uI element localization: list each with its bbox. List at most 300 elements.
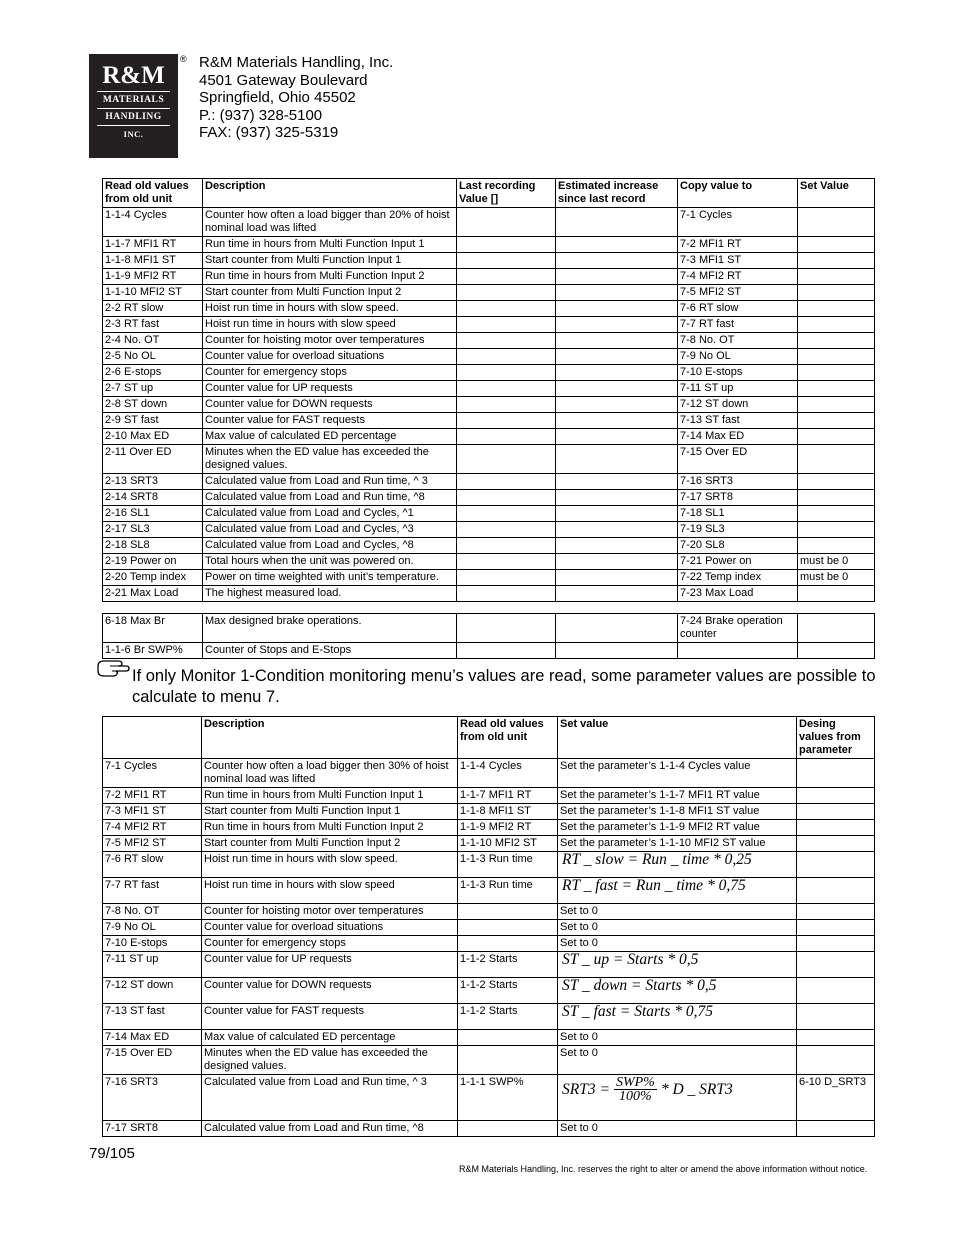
table-cell xyxy=(798,429,875,445)
table-cell xyxy=(458,1121,558,1137)
table-row xyxy=(103,445,875,474)
table-cell: 2-14 SRT8 xyxy=(103,490,203,506)
table-cell xyxy=(798,237,875,253)
table-cell: 7-7 RT fast xyxy=(103,878,202,904)
table-cell: ST _ up = Starts * 0,5 xyxy=(558,952,797,978)
table-cell xyxy=(798,445,875,474)
table-cell xyxy=(457,269,556,285)
table-cell: Max value of calculated ED percentage xyxy=(203,429,457,445)
table-cell: 7-9 No OL xyxy=(678,349,798,365)
table-cell xyxy=(798,208,875,237)
table-cell xyxy=(457,381,556,397)
table-cell: 7-13 ST fast xyxy=(103,1004,202,1030)
table-cell xyxy=(556,317,678,333)
table-cell xyxy=(797,759,875,788)
table-cell xyxy=(457,554,556,570)
table-cell: 1-1-8 MFI1 ST xyxy=(458,804,558,820)
disclaimer: R&M Materials Handling, Inc. reserves the right to alter or amend the above information without notice. xyxy=(459,1164,868,1174)
table-row xyxy=(103,1046,875,1075)
table-cell: 7-12 ST down xyxy=(678,397,798,413)
table-cell xyxy=(556,253,678,269)
table-cell: Counter of Stops and E-Stops xyxy=(203,643,457,659)
table-cell: 7-5 MFI2 ST xyxy=(103,836,202,852)
table-cell: 7-10 E-stops xyxy=(678,365,798,381)
table-cell xyxy=(798,397,875,413)
table-row xyxy=(103,490,875,506)
table-cell: 7-22 Temp index xyxy=(678,570,798,586)
table-cell xyxy=(556,538,678,554)
column-header: Read old values from old unit xyxy=(458,717,558,759)
logo-rule xyxy=(97,108,170,109)
table-cell xyxy=(458,1046,558,1075)
table-cell: 1-1-2 Starts xyxy=(458,952,558,978)
table-cell: Max designed brake operations. xyxy=(203,614,457,643)
table-row xyxy=(103,365,875,381)
table-cell: Counter value for overload situations xyxy=(203,349,457,365)
column-header: Description xyxy=(203,179,457,208)
table-cell xyxy=(457,538,556,554)
table-cell xyxy=(798,333,875,349)
table-cell: Counter for hoisting motor over temperatures xyxy=(202,904,458,920)
table-row xyxy=(103,317,875,333)
table-cell: Counter value for DOWN requests xyxy=(202,978,458,1004)
table-cell: 7-9 No OL xyxy=(103,920,202,936)
table-cell xyxy=(556,429,678,445)
table-cell: 1-1-8 MFI1 ST xyxy=(103,253,203,269)
table-cell xyxy=(556,397,678,413)
table-cell xyxy=(556,506,678,522)
table-cell: 2-3 RT fast xyxy=(103,317,203,333)
table-row xyxy=(103,208,875,237)
table-cell: 2-20 Temp index xyxy=(103,570,203,586)
table-row xyxy=(103,413,875,429)
table-cell xyxy=(797,920,875,936)
table-cell: Run time in hours from Multi Function Input 2 xyxy=(203,269,457,285)
table-cell xyxy=(458,920,558,936)
table-cell xyxy=(556,490,678,506)
table-cell xyxy=(457,614,556,643)
table-cell xyxy=(556,586,678,602)
table-row xyxy=(103,381,875,397)
table-cell: Counter for emergency stops xyxy=(203,365,457,381)
table-cell: 2-4 No. OT xyxy=(103,333,203,349)
table-cell: 1-1-7 MFI1 RT xyxy=(103,237,203,253)
column-header: Last recording Value [] xyxy=(457,179,556,208)
srt3-formula xyxy=(562,1076,733,1103)
table-row xyxy=(103,952,875,978)
table-cell xyxy=(556,349,678,365)
table-cell: Minutes when the ED value has exceeded the designed values. xyxy=(203,445,457,474)
table-cell xyxy=(798,317,875,333)
table-cell xyxy=(458,1030,558,1046)
table-row xyxy=(103,522,875,538)
table-cell xyxy=(798,349,875,365)
table-cell: 7-18 SL1 xyxy=(678,506,798,522)
table-cell xyxy=(556,445,678,474)
table-cell xyxy=(457,506,556,522)
table-cell: Set the parameter’s 1-1-4 Cycles value xyxy=(558,759,797,788)
table-cell xyxy=(797,1030,875,1046)
table-row xyxy=(103,237,875,253)
table-cell: Hoist run time in hours with slow speed. xyxy=(203,301,457,317)
table-cell: 7-12 ST down xyxy=(103,978,202,1004)
table-cell xyxy=(798,365,875,381)
table-cell xyxy=(797,1004,875,1030)
table-cell: 1-1-1 SWP% xyxy=(458,1075,558,1121)
table-row xyxy=(103,804,875,820)
table-cell: 7-15 Over ED xyxy=(103,1046,202,1075)
table-cell xyxy=(797,836,875,852)
table-cell: RT _ slow = Run _ time * 0,25 xyxy=(558,852,797,878)
table-cell: 7-5 MFI2 ST xyxy=(678,285,798,301)
table-cell: 1-1-7 MFI1 RT xyxy=(458,788,558,804)
menu7-calculation-table xyxy=(102,716,875,1137)
table-cell xyxy=(797,852,875,878)
table-row xyxy=(103,788,875,804)
table-cell: 2-19 Power on xyxy=(103,554,203,570)
formula-fraction xyxy=(614,1076,657,1103)
table-cell: must be 0 xyxy=(798,570,875,586)
table-cell xyxy=(797,904,875,920)
table-cell xyxy=(558,1075,797,1121)
table-cell: Set the parameter’s 1-1-8 MFI1 ST value xyxy=(558,804,797,820)
table-cell xyxy=(798,413,875,429)
table-cell: 1-1-9 MFI2 RT xyxy=(458,820,558,836)
table-cell: must be 0 xyxy=(798,554,875,570)
table-cell xyxy=(556,381,678,397)
table-cell xyxy=(556,570,678,586)
table-cell: 7-6 RT slow xyxy=(103,852,202,878)
table-cell xyxy=(797,820,875,836)
company-address xyxy=(199,54,393,142)
address-line: Springfield, Ohio 45502 xyxy=(199,89,356,107)
table-cell xyxy=(797,1121,875,1137)
table-cell xyxy=(798,253,875,269)
table-cell xyxy=(798,614,875,643)
table-cell: Counter value for overload situations xyxy=(202,920,458,936)
table-cell xyxy=(798,269,875,285)
formula-lhs: SRT3 = xyxy=(562,1081,610,1098)
table-row xyxy=(103,878,875,904)
brake-values-table xyxy=(102,613,875,659)
table-cell: Set to 0 xyxy=(558,1121,797,1137)
table-cell: 1-1-2 Starts xyxy=(458,1004,558,1030)
table-cell: 7-17 SRT8 xyxy=(678,490,798,506)
table-cell: Max value of calculated ED percentage xyxy=(202,1030,458,1046)
table-cell xyxy=(457,522,556,538)
table-cell: 1-1-4 Cycles xyxy=(458,759,558,788)
table-row xyxy=(103,506,875,522)
table-cell: 7-3 MFI1 ST xyxy=(103,804,202,820)
table-row xyxy=(103,285,875,301)
table-cell: ST _ down = Starts * 0,5 xyxy=(558,978,797,1004)
table-cell xyxy=(556,413,678,429)
table-cell xyxy=(556,285,678,301)
table-cell: 7-13 ST fast xyxy=(678,413,798,429)
formula-denominator: 100% xyxy=(619,1089,652,1104)
table-row xyxy=(103,920,875,936)
table-cell xyxy=(798,474,875,490)
table-cell: Hoist run time in hours with slow speed. xyxy=(202,852,458,878)
column-header: Desing values from parameter xyxy=(797,717,875,759)
table-cell: 7-2 MFI1 RT xyxy=(678,237,798,253)
page-number: 79/105 xyxy=(89,1145,135,1162)
table-row xyxy=(103,936,875,952)
table-row xyxy=(103,852,875,878)
table-cell xyxy=(797,878,875,904)
table-cell: The highest measured load. xyxy=(203,586,457,602)
table-cell xyxy=(457,413,556,429)
table-cell: 2-21 Max Load xyxy=(103,586,203,602)
table-cell: Set to 0 xyxy=(558,1030,797,1046)
table-cell: 7-1 Cycles xyxy=(678,208,798,237)
table-row xyxy=(103,1030,875,1046)
table-cell: Run time in hours from Multi Function Input 1 xyxy=(202,788,458,804)
table-cell: 1-1-10 MFI2 ST xyxy=(103,285,203,301)
table-cell: 7-24 Brake operation counter xyxy=(678,614,798,643)
calculation-note: If only Monitor 1-Condition monitoring menu’s values are read, some parameter values are possible to calculate to menu 7. xyxy=(132,667,876,706)
table-cell: Counter value for FAST requests xyxy=(203,413,457,429)
table-cell: 7-14 Max ED xyxy=(103,1030,202,1046)
table-cell xyxy=(556,208,678,237)
table-cell xyxy=(457,237,556,253)
table-cell: Start counter from Multi Function Input 2 xyxy=(203,285,457,301)
table-cell: Run time in hours from Multi Function Input 1 xyxy=(203,237,457,253)
company-logo xyxy=(89,54,178,158)
logo-mark: R&M xyxy=(102,62,165,89)
table-cell: Run time in hours from Multi Function Input 2 xyxy=(202,820,458,836)
table-cell xyxy=(457,474,556,490)
table-cell: 7-3 MFI1 ST xyxy=(678,253,798,269)
table-cell xyxy=(458,904,558,920)
table-cell: 2-16 SL1 xyxy=(103,506,203,522)
table-cell xyxy=(457,301,556,317)
table-cell: Start counter from Multi Function Input 2 xyxy=(202,836,458,852)
table-cell xyxy=(458,936,558,952)
table-cell: 7-6 RT slow xyxy=(678,301,798,317)
column-header: Copy value to xyxy=(678,179,798,208)
table-cell: Calculated value from Load and Cycles, ^1 xyxy=(203,506,457,522)
table-cell xyxy=(457,253,556,269)
table-cell: Calculated value from Load and Run time, ^ 3 xyxy=(202,1075,458,1121)
table-cell xyxy=(798,506,875,522)
table-cell xyxy=(798,490,875,506)
table-cell: 7-11 ST up xyxy=(103,952,202,978)
table-cell xyxy=(457,317,556,333)
table-row xyxy=(103,538,875,554)
table-cell xyxy=(798,643,875,659)
table-cell xyxy=(797,804,875,820)
table-cell xyxy=(457,397,556,413)
table-row xyxy=(103,333,875,349)
table-cell: 2-13 SRT3 xyxy=(103,474,203,490)
address-line: R&M Materials Handling, Inc. xyxy=(199,54,394,71)
address-line: 4501 Gateway Boulevard xyxy=(199,71,368,89)
table-cell xyxy=(798,586,875,602)
table-cell: Start counter from Multi Function Input 1 xyxy=(203,253,457,269)
table-cell: 7-23 Max Load xyxy=(678,586,798,602)
table-cell: 7-14 Max ED xyxy=(678,429,798,445)
table-cell: Counter value for FAST requests xyxy=(202,1004,458,1030)
table-cell xyxy=(457,586,556,602)
table-row xyxy=(103,570,875,586)
table-row xyxy=(103,301,875,317)
table-cell: Set the parameter’s 1-1-7 MFI1 RT value xyxy=(558,788,797,804)
table-cell: 7-16 SRT3 xyxy=(678,474,798,490)
table-cell xyxy=(457,445,556,474)
table-cell: Set to 0 xyxy=(558,936,797,952)
table-cell: 1-1-9 MFI2 RT xyxy=(103,269,203,285)
table-cell xyxy=(797,952,875,978)
table-cell xyxy=(797,978,875,1004)
table-cell: 7-10 E-stops xyxy=(103,936,202,952)
table-cell: 2-18 SL8 xyxy=(103,538,203,554)
table-row xyxy=(103,554,875,570)
table-row xyxy=(103,904,875,920)
logo-rule xyxy=(97,125,170,126)
table-row xyxy=(103,836,875,852)
table-cell xyxy=(797,788,875,804)
table-cell: 2-8 ST down xyxy=(103,397,203,413)
table-header-row xyxy=(103,179,875,208)
table-cell xyxy=(556,237,678,253)
table-cell xyxy=(556,614,678,643)
table-row xyxy=(103,349,875,365)
table-cell: Counter for emergency stops xyxy=(202,936,458,952)
table-cell xyxy=(798,522,875,538)
table-cell xyxy=(556,474,678,490)
table-cell xyxy=(798,301,875,317)
table-cell: 1-1-3 Run time xyxy=(458,878,558,904)
table-cell xyxy=(556,333,678,349)
formula-rhs: * D _ SRT3 xyxy=(660,1081,733,1098)
table-cell: 2-7 ST up xyxy=(103,381,203,397)
table-cell xyxy=(457,285,556,301)
table-cell: 7-21 Power on xyxy=(678,554,798,570)
table-row xyxy=(103,586,875,602)
table-cell: Calculated value from Load and Run time, ^8 xyxy=(203,490,457,506)
table-cell xyxy=(457,208,556,237)
table-cell: 2-10 Max ED xyxy=(103,429,203,445)
table-cell: Set the parameter’s 1-1-9 MFI2 RT value xyxy=(558,820,797,836)
logo-line-inc: INC. xyxy=(123,129,144,139)
table-cell: RT _ fast = Run _ time * 0,75 xyxy=(558,878,797,904)
table-cell xyxy=(457,333,556,349)
table-cell: Counter how often a load bigger than 20% of hoist nominal load was lifted xyxy=(203,208,457,237)
table-cell: Counter value for UP requests xyxy=(202,952,458,978)
table-cell: 1-1-6 Br SWP% xyxy=(103,643,203,659)
table-row xyxy=(103,820,875,836)
table-cell: 7-7 RT fast xyxy=(678,317,798,333)
table-row xyxy=(103,397,875,413)
table-cell: 2-17 SL3 xyxy=(103,522,203,538)
table-cell: 7-19 SL3 xyxy=(678,522,798,538)
registered-mark: ® xyxy=(180,54,187,64)
monitor-values-table xyxy=(102,178,875,602)
table-cell xyxy=(556,554,678,570)
table-cell: 7-8 No. OT xyxy=(678,333,798,349)
table-cell: 7-15 Over ED xyxy=(678,445,798,474)
logo-line-materials: MATERIALS xyxy=(102,95,165,105)
table-row xyxy=(103,614,875,643)
table-cell xyxy=(457,570,556,586)
table-cell: Start counter from Multi Function Input 1 xyxy=(202,804,458,820)
pointing-hand-icon xyxy=(96,656,132,678)
column-header: Description xyxy=(202,717,458,759)
table-cell xyxy=(556,522,678,538)
table-row xyxy=(103,643,875,659)
table-cell xyxy=(678,643,798,659)
table-cell: Counter value for UP requests xyxy=(203,381,457,397)
logo-rule xyxy=(97,91,170,92)
table-cell xyxy=(556,365,678,381)
column-header: Read old values from old unit xyxy=(103,179,203,208)
table-cell xyxy=(457,490,556,506)
table-cell: 7-17 SRT8 xyxy=(103,1121,202,1137)
table-cell: Calculated value from Load and Cycles, ^8 xyxy=(203,538,457,554)
address-line: FAX: (937) 325-5319 xyxy=(199,124,339,142)
table-row xyxy=(103,1121,875,1137)
table-row xyxy=(103,429,875,445)
table-cell: ST _ fast = Starts * 0,75 xyxy=(558,1004,797,1030)
table-cell: 7-4 MFI2 RT xyxy=(103,820,202,836)
table-cell xyxy=(798,381,875,397)
table-cell: 7-4 MFI2 RT xyxy=(678,269,798,285)
table-cell xyxy=(457,365,556,381)
table-cell xyxy=(556,643,678,659)
table-cell: 7-11 ST up xyxy=(678,381,798,397)
table-row xyxy=(103,253,875,269)
table-cell xyxy=(556,269,678,285)
table-cell: 7-16 SRT3 xyxy=(103,1075,202,1121)
table-cell: Set to 0 xyxy=(558,1046,797,1075)
table-cell: 1-1-2 Starts xyxy=(458,978,558,1004)
table-cell: Calculated value from Load and Run time, ^ 3 xyxy=(203,474,457,490)
table-cell: 1-1-10 MFI2 ST xyxy=(458,836,558,852)
table-cell xyxy=(798,285,875,301)
table-cell xyxy=(457,349,556,365)
table-cell: 7-20 SL8 xyxy=(678,538,798,554)
table-cell: Set to 0 xyxy=(558,904,797,920)
table-row xyxy=(103,269,875,285)
logo-line-handling: HANDLING xyxy=(105,112,162,122)
table-cell: 7-8 No. OT xyxy=(103,904,202,920)
table-cell xyxy=(797,936,875,952)
table-cell xyxy=(797,1046,875,1075)
table-cell: Counter value for DOWN requests xyxy=(203,397,457,413)
table-cell: Set the parameter’s 1-1-10 MFI2 ST value xyxy=(558,836,797,852)
table-cell: 2-11 Over ED xyxy=(103,445,203,474)
table-cell: 1-1-3 Run time xyxy=(458,852,558,878)
table-cell: Set to 0 xyxy=(558,920,797,936)
table-cell: Minutes when the ED value has exceeded the designed values. xyxy=(202,1046,458,1075)
table-cell xyxy=(457,643,556,659)
column-header: Estimated increase since last record xyxy=(556,179,678,208)
table-cell: 2-9 ST fast xyxy=(103,413,203,429)
table-cell: Total hours when the unit was powered on. xyxy=(203,554,457,570)
table-cell: Counter how often a load bigger then 30% of hoist nominal load was lifted xyxy=(202,759,458,788)
table-header-row xyxy=(103,717,875,759)
address-line: P.: (937) 328-5100 xyxy=(199,106,323,124)
table-cell: 6-18 Max Br xyxy=(103,614,203,643)
table-row xyxy=(103,1075,875,1121)
column-header: Set Value xyxy=(798,179,875,208)
table-cell: Calculated value from Load and Run time, ^8 xyxy=(202,1121,458,1137)
table-cell: Hoist run time in hours with slow speed xyxy=(202,878,458,904)
table-cell xyxy=(556,301,678,317)
table-cell: Hoist run time in hours with slow speed xyxy=(203,317,457,333)
table-cell: 6-10 D_SRT3 xyxy=(797,1075,875,1121)
